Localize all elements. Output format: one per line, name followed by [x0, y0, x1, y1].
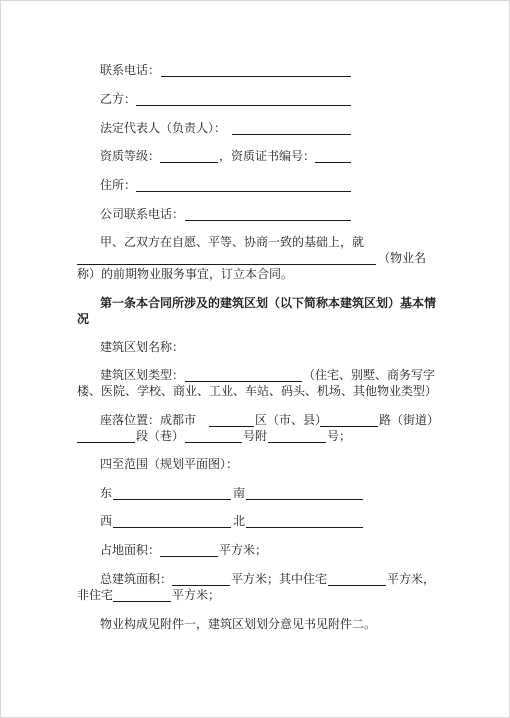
west-label: 西 — [100, 514, 113, 528]
total-area-blank — [172, 571, 230, 572]
party-b-label: 乙方： — [100, 92, 137, 106]
zone-type-label: 建筑区划类型： — [100, 368, 185, 382]
land-area-blank — [160, 542, 218, 543]
residential-label: 平方米；其中住宅 — [231, 572, 328, 586]
contact-phone-label: 联系电话： — [100, 63, 161, 77]
article1-title-2: 况 — [77, 312, 90, 326]
east-label: 东 — [100, 486, 113, 500]
composition-text: 物业构成见附件一，建筑区划划分意见书见附件二。 — [100, 617, 377, 631]
party-b-blank — [136, 91, 351, 92]
boundary-label: 四至范围（规划平面图）： — [100, 457, 239, 471]
property-name-label: （物业名 — [378, 251, 427, 265]
intro-text-1: 甲、乙双方在自愿、平等、协商一致的基础上，就 — [100, 235, 365, 249]
company-phone-label: 公司联系电话： — [100, 207, 185, 221]
non-residential-unit: 平方米； — [172, 588, 221, 602]
zone-name-label: 建筑区划名称： — [100, 340, 185, 354]
legal-rep-blank — [232, 120, 351, 121]
zone-type-options-2: 楼、医院、学校、商业、工业、车站、码头、机场、其他物业类型） — [77, 384, 438, 398]
qualification-level-blank — [160, 148, 218, 149]
legal-rep-label: 法定代表人（负责人）： — [100, 121, 227, 135]
zone-type-blank — [185, 367, 302, 368]
non-residential-label: 非住宅 — [77, 588, 114, 602]
property-name-blank — [77, 250, 376, 251]
address-blank — [136, 177, 351, 178]
cert-no-blank — [315, 148, 351, 149]
cert-no-label: ，资质证书编号： — [219, 149, 316, 163]
west-blank — [113, 513, 231, 514]
total-area-label: 总建筑面积： — [100, 572, 173, 586]
south-blank — [246, 485, 363, 486]
qualification-level-label: 资质等级： — [100, 149, 161, 163]
article1-title-1: 第一条本合同所涉及的建筑区划（以下简称本建筑区划）基本情 — [100, 296, 437, 310]
residential-unit: 平方米， — [387, 572, 436, 586]
zone-type-options-1: （住宅、别墅、商务写字 — [303, 368, 436, 382]
road-blank — [320, 412, 378, 413]
district-blank — [209, 412, 254, 413]
contact-phone-blank — [161, 62, 351, 63]
address-label: 住所： — [100, 178, 137, 192]
district-label: 区（市、县） — [255, 413, 328, 427]
south-label: 南 — [233, 486, 246, 500]
north-blank — [246, 513, 363, 514]
number-attached-blank — [268, 428, 326, 429]
location-label: 座落位置：成都市 — [100, 413, 197, 427]
land-area-unit: 平方米； — [219, 543, 268, 557]
east-blank — [113, 485, 231, 486]
north-label: 北 — [233, 514, 246, 528]
number-label: 号； — [327, 429, 352, 443]
section-blank — [77, 428, 135, 429]
land-area-label: 占地面积： — [100, 543, 161, 557]
number-attached-label: 号附 — [243, 429, 268, 443]
company-phone-blank — [185, 206, 351, 207]
non-residential-blank — [113, 587, 171, 588]
intro-text-2: 称）的前期物业服务事宜，订立本合同。 — [77, 267, 294, 281]
number-blank — [185, 428, 242, 429]
residential-blank — [328, 571, 386, 572]
road-label: 路（街道） — [379, 413, 440, 427]
section-label: 段（巷） — [136, 429, 185, 443]
